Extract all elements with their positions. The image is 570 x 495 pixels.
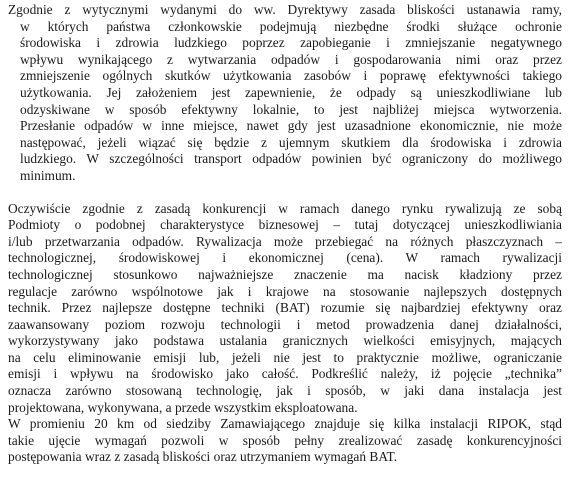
- text-line: oznacza zarówno stosowaną technologię, jak i sposób, w jaki dana instalacja jest: [8, 383, 562, 399]
- text-line: i/lub przetwarzania odpadów. Rywalizacja może przebiegać na różnych płaszczyznach –: [8, 233, 562, 249]
- text-line: postępowania wraz z zasadą bliskości oraz utrzymaniem wymagań BAT.: [8, 449, 398, 465]
- text-line: technik. Przez najlepsze dostępne techniki (BAT) rozumie się najbardziej efektywny oraz: [8, 300, 562, 316]
- text-line: Oczywiście zgodnie z zasadą konkurencji w ramach danego rynku rywalizują ze sobą: [8, 200, 562, 216]
- text-line: technologicznej stosunkowo najważniejsze znaczenie ma nacisk kładziony przez: [8, 266, 562, 282]
- text-line: w których państwa członkowskie podejmują niezbędne środki służące ochronie: [20, 18, 562, 34]
- text-line: na celu eliminowanie emisji lub, jeżeli nie jest to praktycznie możliwe, ograniczanie: [8, 349, 562, 365]
- paragraph-spacer: [8, 185, 562, 201]
- text-line: Przesłanie odpadów w inne miejsce, nawet gdy jest uzasadnione ekonomicznie, nie może: [20, 118, 562, 134]
- text-line: emisji i wpływu na środowisko jako całość. Podkreślić należy, iż pojęcie „technika”: [8, 366, 562, 382]
- paragraph-proximity-principle: [8, 2, 562, 185]
- text-line: technologicznej, środowiskowej i ekonomicznej (cena). W ramach rywalizacji: [8, 250, 562, 266]
- text-line: środowiska i zdrowia ludzkiego poprzez zapobieganie i zmniejszanie negatywnego: [20, 35, 562, 51]
- paragraph-competition-principle: [8, 201, 562, 467]
- text-line: takie ujęcie wymagań pozwoli w sposób pełny zrealizować zasadę konkurencyjności: [8, 432, 562, 448]
- text-line: W promieniu 20 km od siedziby Zamawiającego znajduje się kilka instalacji RIPOK, stąd: [8, 416, 562, 432]
- text-line: wpływu wynikającego z wytwarzania odpadów i gospodarowania nimi oraz przez: [20, 51, 562, 67]
- text-line: Zgodnie z wytycznymi wydanymi do ww. Dyrektywy zasada bliskości ustanawia ramy,: [8, 2, 562, 17]
- text-line: zmniejszenie ogólnych skutków użytkowania zasobów i poprawę efektywności takiego: [20, 68, 562, 84]
- text-line: minimum.: [20, 167, 76, 183]
- text-line: następować, jeżeli wiązać się będzie z ujemnym skutkiem dla środowiska i zdrowia: [20, 134, 562, 150]
- text-line: projektowana, wykonywana, a przede wszystkim eksploatowana.: [8, 399, 358, 415]
- text-line: ludzkiego. W szczególności transport odpadów powinien być ograniczony do możliwego: [20, 151, 562, 167]
- text-line: wykorzystywany jako podstawa ustalania granicznych wielkości emisyjnych, mających: [8, 333, 562, 349]
- text-line: Podmioty o podobnej charakterystyce biznesowej – tutaj dotyczącej unieszkodliwiania: [8, 217, 562, 233]
- text-line: regulacje zarówno wspólnotowe jak i krajowe na stosowanie najlepszych dostępnych: [8, 283, 562, 299]
- text-line: odzyskiwane w sposób efektywny lokalnie, to jest najbliżej miejsca wytworzenia.: [20, 101, 562, 117]
- text-line: zaawansowany poziom rozwoju technologii i metod prowadzenia danej działalności,: [8, 316, 562, 332]
- text-line: użytkowania. Jej założeniem jest zapewnienie, że odpady są unieszkodliwiane lub: [20, 84, 562, 100]
